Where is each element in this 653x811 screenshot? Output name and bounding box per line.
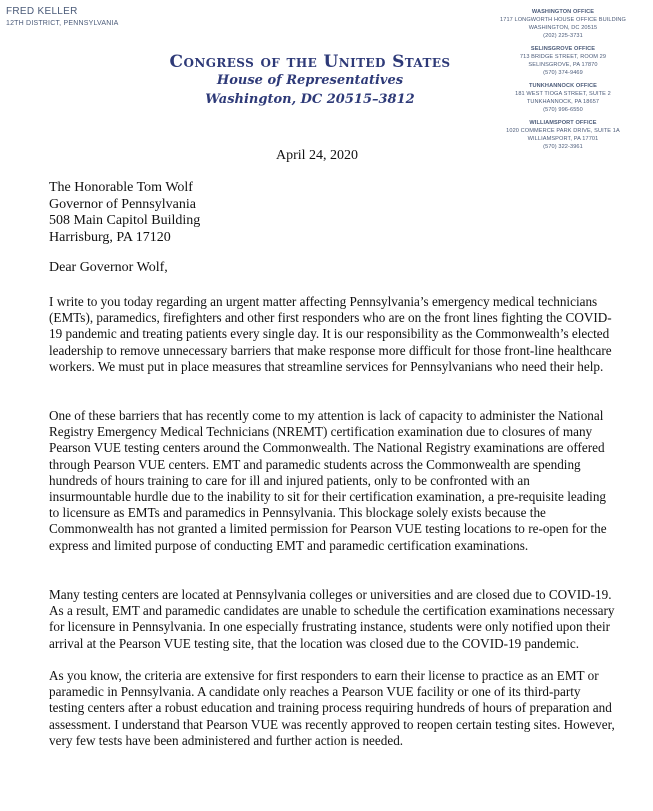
letterhead-house: House of Representatives <box>216 73 404 88</box>
office-selinsgrove <box>483 45 643 77</box>
office-name: WASHINGTON OFFICE <box>531 9 595 15</box>
office-line: 713 BRIDGE STREET, ROOM 29 <box>519 54 607 60</box>
office-phone: (570) 374-9469 <box>543 70 583 76</box>
body-paragraph: Many testing centers are located at Pennsylvania colleges or universities and are closed due to COVID-19. As a result, EMT and paramedic candidates are unable to schedule the certification examinations necessary for licensure in Pennsylvania. In one especially frustrating instance, students were only notified upon their arrival at the Pearson VUE testing site, that the location was closed due to the COVID-19 pandemic. <box>49 587 615 651</box>
office-line: WILLIAMSPORT, PA 17701 <box>527 136 599 142</box>
member-block <box>6 6 119 30</box>
member-district: 12TH DISTRICT, PENNSYLVANIA <box>6 20 119 27</box>
office-name: TUNKHANNOCK OFFICE <box>529 83 597 89</box>
body-paragraph: I write to you today regarding an urgent matter affecting Pennsylvania’s emergency medical technicians (EMTs), paramedics, firefighters and other first responders who are on the front lines fighting the COVID-19 pandemic and treating patients every single day. It is our responsibility as the Commonwealth’s elected leadership to remove unnecessary barriers that make response more difficult for those front-line healthcare workers. We must put in place measures that streamline services for Pennsylvanians who need their help. <box>49 294 612 374</box>
letterhead-congress: Congress of the United States <box>169 52 451 72</box>
office-phone: (202) 225-3731 <box>543 33 583 39</box>
salutation: Dear Governor Wolf, <box>49 260 168 275</box>
recipient-address <box>49 180 200 246</box>
letter-date: April 24, 2020 <box>276 148 359 163</box>
office-line: 181 WEST TIOGA STREET, SUITE 2 <box>515 91 611 97</box>
office-phone: (570) 322-3961 <box>543 144 583 150</box>
office-line: 1020 COMMERCE PARK DRIVE, SUITE 1A <box>506 128 620 134</box>
office-tunkhannock <box>483 82 643 114</box>
office-washington <box>483 8 643 40</box>
office-name: SELINSGROVE OFFICE <box>530 46 596 52</box>
member-name: FRED KELLER <box>6 6 78 17</box>
office-phone: (570) 996-6550 <box>543 107 583 113</box>
office-line: WASHINGTON, DC 20515 <box>528 25 598 31</box>
letterhead-address: Washington, DC 20515–3812 <box>205 92 415 107</box>
office-list <box>483 8 643 156</box>
body-paragraph: One of these barriers that has recently come to my attention is lack of capacity to administer the National Registry Emergency Medical Technicians (NREMT) certification examination due to closures of many Pearson VUE testing centers around the Commonwealth. The National Registry examinations are offered through Pearson VUE centers. EMT and paramedic students across the Commonwealth are spending hundreds of hours training to care for ill and injured patients, only to be confronted with an insurmountable hurdle due to the inability to sit for their certification examination, a pre-requisite leading to licensure as EMTs and paramedics in Pennsylvania. This blockage solely exists because the Commonwealth has not granted a limited permission for Pearson VUE testing locations to re-open for the express and limited purpose of conducting EMT and paramedic certification examinations. <box>49 408 607 553</box>
office-line: 1717 LONGWORTH HOUSE OFFICE BUILDING <box>500 17 626 23</box>
body-paragraph: As you know, the criteria are extensive for first responders to earn their license to practice as an EMT or paramedic in Pennsylvania. A candidate only reaches a Pearson VUE facility or one of its third-party testing centers after a robust education and training process requiring hundreds of hours of preparation and assessment. I understand that Pearson VUE was recently approved to reopen certain testing sites. However, very few tests have been administered and further action is needed. <box>49 668 615 748</box>
office-williamsport <box>483 119 643 151</box>
recipient-line: Governor of Pennsylvania <box>49 196 196 212</box>
recipient-line: The Honorable Tom Wolf <box>49 180 193 195</box>
recipient-line: Harrisburg, PA 17120 <box>49 229 171 245</box>
recipient-line: 508 Main Capitol Building <box>49 213 201 228</box>
letterhead <box>150 52 470 109</box>
office-line: TUNKHANNOCK, PA 18657 <box>526 99 600 105</box>
office-line: SELINSGROVE, PA 17870 <box>528 62 598 68</box>
office-name: WILLIAMSPORT OFFICE <box>529 120 597 126</box>
